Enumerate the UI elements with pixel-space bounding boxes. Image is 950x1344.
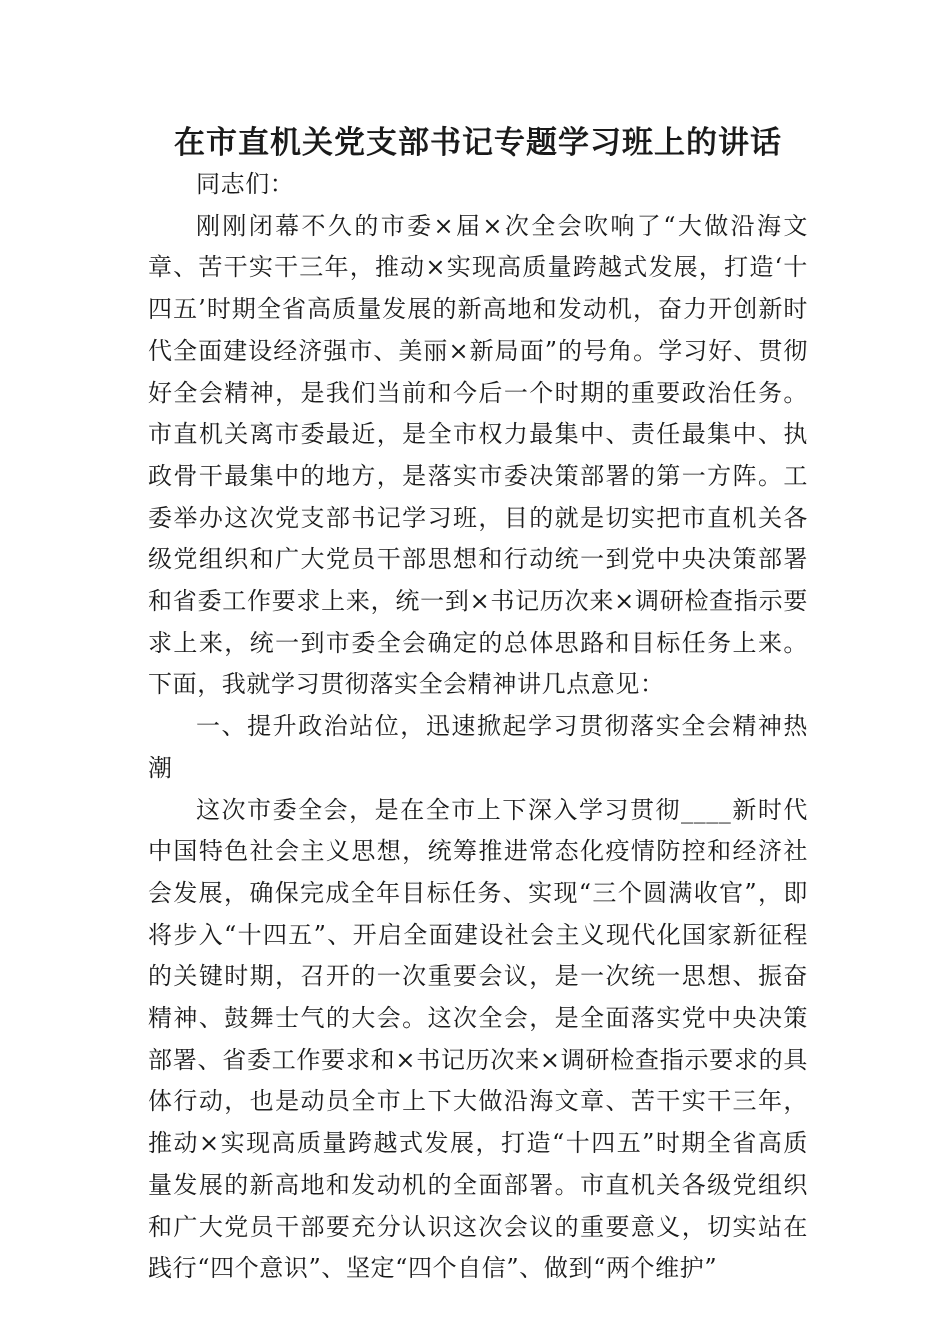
document-body [148, 164, 808, 1290]
salutation: 同志们： [196, 170, 295, 198]
document-title: 在市直机关党支部书记专题学习班上的讲话 [174, 125, 782, 161]
paragraph-intro: 刚刚闭幕不久的市委×届×次全会吹响了“大做沿海文章、苦干实干三年，推动×实现高质量跨越式发展，打造‘十四五’时期全省高质量发展的新高地和发动机，奋力开创新时代全面建设经济强市、美丽×新局面”的号角。学习好、贯彻好全会精神，是我们当前和今后一个时期的重要政治任务。市直机关离市委最近，是全市权力最集中、责任最集中、执政骨干最集中的地方，是落实市委决策部署的第一方阵。工委举办这次党支部书记学习班，目的就是切实把市直机关各级党组织和广大党员干部思想和行动统一到党中央决策部署和省委工作要求上来，统一到×书记历次来×调研检查指示要求上来，统一到市委全会确定的总体思路和目标任务上来。下面，我就学习贯彻落实全会精神讲几点意见： [148, 211, 808, 699]
document-page [148, 118, 808, 1290]
paragraph-section-1: 这次市委全会，是在全市上下深入学习贯彻____新时代中国特色社会主义思想，统筹推进常态化疫情防控和经济社会发展，确保完成全年目标任务、实现“三个圆满收官”，即将步入“十四五”、开启全面建设社会主义现代化国家新征程的关键时期，召开的一次重要会议，是一次统一思想、振奋精神、鼓舞士气的大会。这次全会，是全面落实党中央决策部署、省委工作要求和×书记历次来×调研检查指示要求的具体行动，也是动员全市上下大做沿海文章、苦干实干三年，推动×实现高质量跨越式发展，打造“十四五”时期全省高质量发展的新高地和发动机的全面部署。市直机关各级党组织和广大党员干部要充分认识这次会议的重要意义，切实站在践行“四个意识”、坚定“四个自信”、做到“两个维护” [148, 795, 808, 1283]
section-heading-1: 一、提升政治站位，迅速掀起学习贯彻落实全会精神热潮 [148, 712, 808, 782]
